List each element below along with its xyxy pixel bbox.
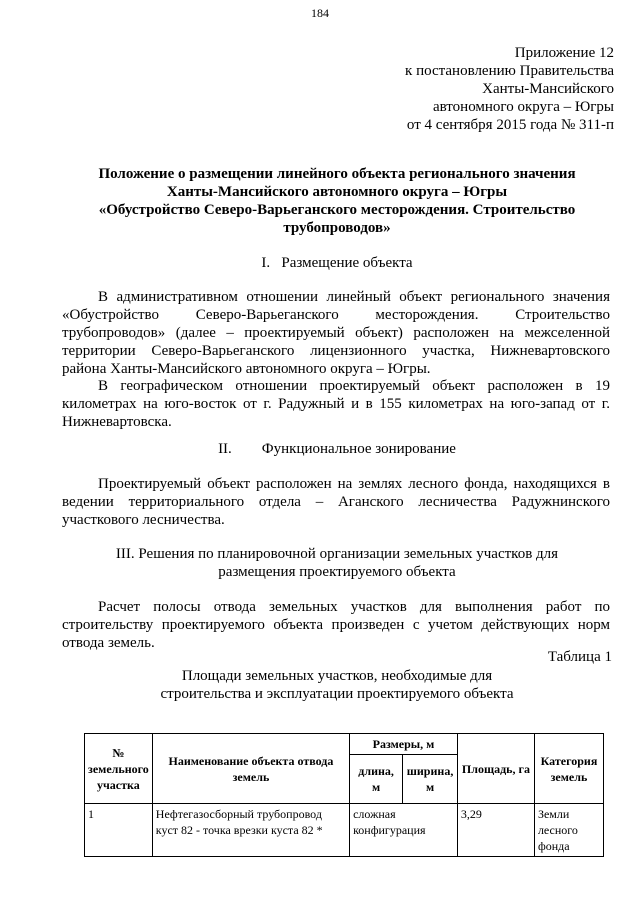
cell-plot-number: 1 bbox=[85, 804, 153, 857]
paragraph-text: Расчет полосы отвода земельных участков для выполнения работ по строительству проектируемого объекта произведен с учетом действующих норм отвода земель. bbox=[62, 599, 610, 651]
heading-line: размещения проектируемого объекта bbox=[218, 564, 456, 580]
land-plots-table bbox=[84, 733, 604, 857]
appendix-line: автономного округа – Югры bbox=[432, 99, 614, 115]
appendix-line: от 4 сентября 2015 года № 311-п bbox=[406, 117, 614, 133]
paragraph-text: В административном отношении линейный объект регионального значения «Обустройство Северо-Варьеганского месторождения. Строительство трубопроводов» (далее – проектируемый объект) расположен на межселенной территории Северо-Варьеганского лицензионного участка, Нижневартовского района Ханты-Мансийского автономного округа – Югры. bbox=[62, 289, 610, 377]
cell-land-category: Земли лесного фонда bbox=[534, 804, 603, 857]
title-line: Положение о размещении линейного объекта регионального значения bbox=[98, 166, 576, 182]
cell-size: сложная конфигурация bbox=[350, 804, 458, 857]
paragraph-zoning bbox=[62, 475, 610, 529]
table-row bbox=[85, 804, 604, 857]
paragraph-administrative bbox=[62, 288, 610, 378]
paragraph-text: Проектируемый объект расположен на землях лесного фонда, находящихся в ведении территориального отдела – Аганского лесничества Радужнинского участкового лесничества. bbox=[62, 476, 610, 528]
heading-line: III. Решения по планировочной организации земельных участков для bbox=[115, 546, 559, 562]
appendix-line: к постановлению Правительства bbox=[405, 63, 614, 79]
table-caption bbox=[62, 667, 612, 703]
page-number: 184 bbox=[311, 6, 329, 20]
header-plot-number: № земельного участка bbox=[85, 734, 153, 804]
appendix-line: Ханты-Мансийского bbox=[482, 81, 614, 97]
header-sizes: Размеры, м bbox=[350, 734, 458, 755]
caption-line: Площади земельных участков, необходимые для bbox=[181, 668, 493, 684]
paragraph-geographic bbox=[62, 377, 610, 431]
caption-line: строительства и эксплуатации проектируемого объекта bbox=[160, 686, 514, 702]
section-heading-planning bbox=[62, 545, 612, 581]
cell-object-name: Нефтегазосборный трубопровод куст 82 - точка врезки куста 82 * bbox=[152, 804, 349, 857]
appendix-line: Приложение 12 bbox=[514, 45, 614, 61]
header-length: длина, м bbox=[350, 755, 403, 804]
paragraph-text: В географическом отношении проектируемый объект расположен в 19 километрах на юго-восток от г. Радужный и в 155 километрах на юго-запад от г. Нижневартовска. bbox=[62, 378, 610, 430]
header-object-name: Наименование объекта отвода земель bbox=[152, 734, 349, 804]
header-area: Площадь, га bbox=[457, 734, 534, 804]
title-line: Ханты-Мансийского автономного округа – Югры bbox=[166, 184, 508, 200]
title-line: «Обустройство Северо-Варьеганского месторождения. Строительство bbox=[98, 202, 576, 218]
section-heading-zoning: II. Функциональное зонирование bbox=[218, 441, 456, 457]
table-label: Таблица 1 bbox=[547, 649, 612, 665]
section-heading-placement: I. Размещение объекта bbox=[261, 255, 413, 271]
cell-area: 3,29 bbox=[457, 804, 534, 857]
header-width: ширина, м bbox=[403, 755, 458, 804]
table-header-row bbox=[85, 734, 604, 755]
appendix-block bbox=[284, 44, 614, 134]
header-land-category: Категория земель bbox=[534, 734, 603, 804]
paragraph-calculation bbox=[62, 598, 610, 652]
title-line: трубопроводов» bbox=[283, 220, 391, 236]
document-title bbox=[62, 165, 612, 237]
